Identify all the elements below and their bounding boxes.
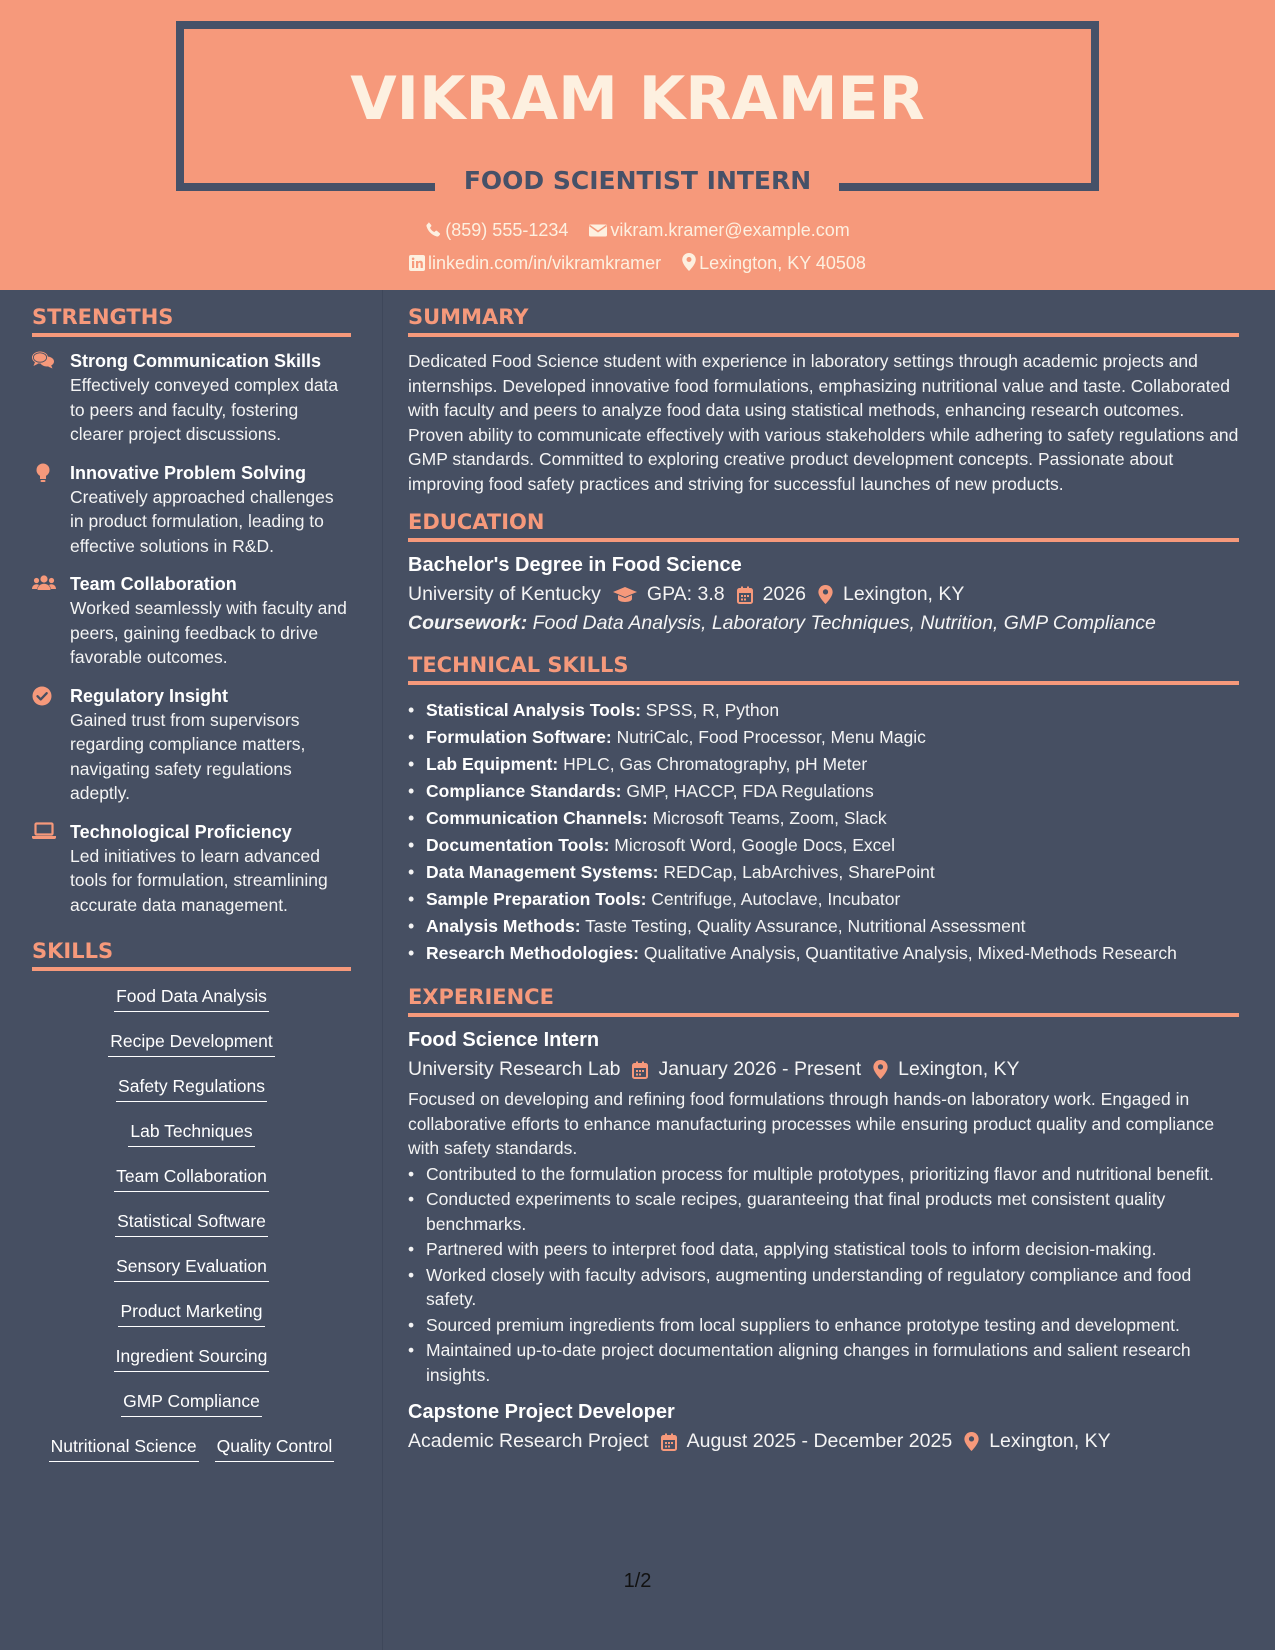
job-title: FOOD SCIENTIST INTERN	[463, 166, 812, 195]
skill-values: SPSS, R, Python	[645, 700, 780, 720]
organization: Academic Research Project	[408, 1430, 649, 1452]
skill-tag: Lab Techniques	[128, 1120, 254, 1147]
position-location: Lexington, KY	[989, 1430, 1111, 1452]
coursework	[408, 612, 1239, 635]
skills-heading: SKILLS	[32, 939, 351, 971]
email-contact[interactable]	[589, 220, 849, 243]
organization: University Research Lab	[408, 1058, 621, 1080]
linkedin-icon	[409, 255, 425, 276]
skill-tag: Ingredient Sourcing	[114, 1345, 270, 1372]
list-item	[408, 886, 1239, 913]
calendar-icon	[632, 1061, 648, 1079]
skill-tag: Team Collaboration	[114, 1165, 269, 1192]
skill-values: Microsoft Word, Google Docs, Excel	[614, 835, 896, 855]
skill-tag: Quality Control	[215, 1435, 335, 1462]
strength-item	[32, 349, 351, 447]
skill-category: Data Management Systems:	[426, 862, 659, 882]
resume-header	[0, 0, 1275, 290]
list-item	[408, 940, 1239, 967]
position-title: Capstone Project Developer	[408, 1401, 675, 1423]
email-text: vikram.kramer@example.com	[610, 220, 850, 240]
users-icon	[32, 572, 70, 670]
strength-title: Team Collaboration	[70, 574, 237, 594]
map-marker-icon	[964, 1432, 979, 1451]
experience-entry	[408, 1401, 1239, 1453]
calendar-icon	[737, 586, 753, 604]
summary-heading: SUMMARY	[408, 305, 1239, 337]
strength-desc: Led initiatives to learn advanced tools for formulation, streamlining accurate data management.	[70, 845, 328, 915]
summary-text: Dedicated Food Science student with experience in laboratory settings through academic projects and internships. Developed innovative food formulations, emphasizing nutritional value and taste. Collaborated with faculty and peers to analyze food data using statistical methods, enhancing research outcomes. Proven ability to communicate effectively with various stakeholders while adhering to safety regulations and GMP standards. Committed to exploring creative product development concepts. Passionate about improving food safety practices and striving for successful launches of new products.	[408, 351, 1239, 494]
contact-row	[0, 220, 1275, 243]
skill-category: Sample Preparation Tools:	[426, 889, 647, 909]
list-item: • Worked closely with faculty advisors, augmenting understanding of regulatory compliance and food safety.	[408, 1263, 1239, 1312]
skill-values: HPLC, Gas Chromatography, pH Meter	[563, 754, 868, 774]
strength-title: Innovative Problem Solving	[70, 462, 307, 483]
position-description: Focused on developing and refining food formulations through hands-on laboratory work. Engaged in collaborative efforts to enhance manufacturing processes while ensuring product quality and compliance with safety standards.	[408, 1089, 1215, 1158]
check-circle-icon	[32, 684, 70, 806]
graduation-year: 2026	[762, 583, 806, 605]
strength-title: Technological Proficiency	[70, 821, 292, 842]
list-item	[408, 832, 1239, 859]
strength-item	[32, 820, 351, 918]
skill-category: Statistical Analysis Tools:	[426, 700, 641, 720]
school-name: University of Kentucky	[408, 583, 601, 605]
list-item	[408, 913, 1239, 940]
skill-category: Communication Channels:	[426, 808, 648, 828]
position-meta	[408, 1058, 1239, 1081]
achievement-list	[408, 1162, 1239, 1388]
skills-list	[32, 985, 351, 1462]
phone-icon	[425, 221, 442, 243]
right-column	[408, 305, 1239, 1459]
strength-item	[32, 684, 351, 806]
strength-item	[32, 461, 351, 559]
candidate-name: VIKRAM KRAMER	[350, 64, 925, 134]
list-item	[408, 751, 1239, 778]
education-location: Lexington, KY	[842, 583, 965, 605]
skill-category: Lab Equipment:	[426, 754, 559, 774]
skill-category: Research Methodologies:	[426, 943, 639, 963]
skill-values: Taste Testing, Quality Assurance, Nutritional Assessment	[585, 916, 1026, 936]
list-item	[408, 724, 1239, 751]
column-divider	[382, 290, 383, 1650]
gpa: GPA: 3.8	[646, 583, 725, 605]
education-meta	[408, 583, 1239, 606]
position-meta	[408, 1430, 1239, 1453]
skill-tag: Safety Regulations	[116, 1075, 267, 1102]
skill-values: GMP, HACCP, FDA Regulations	[626, 781, 874, 801]
list-item: • Conducted experiments to scale recipes, guaranteeing that final products met consistent quality benchmarks.	[408, 1187, 1239, 1236]
laptop-icon	[32, 820, 70, 918]
skill-tag: Nutritional Science	[49, 1435, 199, 1462]
strength-title: Strong Communication Skills	[70, 351, 322, 371]
contact-row	[0, 253, 1275, 276]
skill-values: Centrifuge, Autoclave, Incubator	[651, 889, 901, 909]
strength-desc: Worked seamlessly with faculty and peers, gaining feedback to drive favorable outcomes.	[70, 598, 347, 667]
strength-title: Regulatory Insight	[70, 685, 229, 706]
position-location: Lexington, KY	[898, 1058, 1020, 1080]
comments-icon	[32, 349, 70, 447]
list-item: • Maintained up-to-date project documentation aligning changes in formulations and salient research insights.	[408, 1338, 1239, 1387]
skill-tag: GMP Compliance	[121, 1390, 262, 1417]
degree-title: Bachelor's Degree in Food Science	[408, 554, 742, 576]
coursework-label: Coursework:	[408, 612, 528, 634]
skill-values: NutriCalc, Food Processor, Menu Magic	[616, 727, 926, 747]
strength-desc: Creatively approached challenges in product formulation, leading to effective solutions in R&D.	[70, 486, 334, 556]
list-item: • Partnered with peers to interpret food data, applying statistical tools to inform decision-making.	[408, 1237, 1239, 1262]
location-contact	[682, 253, 866, 276]
skill-category: Analysis Methods:	[426, 916, 581, 936]
skill-tag: Recipe Development	[108, 1030, 274, 1057]
experience-entry	[408, 1029, 1239, 1387]
experience-heading: EXPERIENCE	[408, 985, 1239, 1017]
strength-desc: Gained trust from supervisors regarding compliance matters, navigating safety regulations adeptly.	[70, 709, 306, 803]
education-heading: EDUCATION	[408, 510, 1239, 542]
lightbulb-icon	[32, 461, 70, 559]
list-item	[408, 859, 1239, 886]
list-item	[408, 697, 1239, 724]
page-number: 1/2	[623, 1570, 652, 1592]
strengths-heading: STRENGTHS	[32, 305, 351, 337]
left-column	[32, 305, 351, 1480]
skill-tag: Food Data Analysis	[114, 985, 269, 1012]
phone-contact[interactable]	[425, 220, 568, 243]
location-text: Lexington, KY 40508	[699, 253, 866, 273]
date-range: January 2026 - Present	[658, 1058, 862, 1080]
coursework-list: Food Data Analysis, Laboratory Techniques, Nutrition, GMP Compliance	[532, 612, 1156, 634]
strength-desc: Effectively conveyed complex data to peers and faculty, fostering clearer project discussions.	[70, 375, 339, 444]
envelope-icon	[589, 222, 607, 243]
skill-values: REDCap, LabArchives, SharePoint	[663, 862, 935, 882]
linkedin-contact[interactable]	[409, 253, 661, 276]
skill-values: Qualitative Analysis, Quantitative Analysis, Mixed-Methods Research	[643, 943, 1177, 963]
map-marker-icon	[682, 253, 696, 276]
calendar-icon	[661, 1433, 677, 1451]
list-item: • Sourced premium ingredients from local suppliers to enhance prototype testing and development.	[408, 1313, 1239, 1338]
skill-category: Compliance Standards:	[426, 781, 622, 801]
phone-text: (859) 555-1234	[445, 220, 569, 240]
strength-item	[32, 572, 351, 670]
map-marker-icon	[873, 1060, 888, 1079]
skill-tag: Product Marketing	[118, 1300, 264, 1327]
graduation-cap-icon	[613, 586, 637, 603]
linkedin-text: linkedin.com/in/vikramkramer	[428, 253, 662, 273]
map-marker-icon	[818, 585, 833, 604]
technical-skills-heading: TECHNICAL SKILLS	[408, 653, 1239, 685]
list-item	[408, 805, 1239, 832]
technical-skills-list	[408, 697, 1239, 967]
skill-tag: Statistical Software	[115, 1210, 268, 1237]
list-item	[408, 778, 1239, 805]
skill-values: Microsoft Teams, Zoom, Slack	[652, 808, 887, 828]
skill-category: Documentation Tools:	[426, 835, 610, 855]
skill-tag: Sensory Evaluation	[114, 1255, 269, 1282]
date-range: August 2025 - December 2025	[686, 1430, 953, 1452]
skill-category: Formulation Software:	[426, 727, 612, 747]
position-title: Food Science Intern	[408, 1029, 600, 1051]
list-item: • Contributed to the formulation process for multiple prototypes, prioritizing flavor and nutritional benefit.	[408, 1162, 1239, 1187]
